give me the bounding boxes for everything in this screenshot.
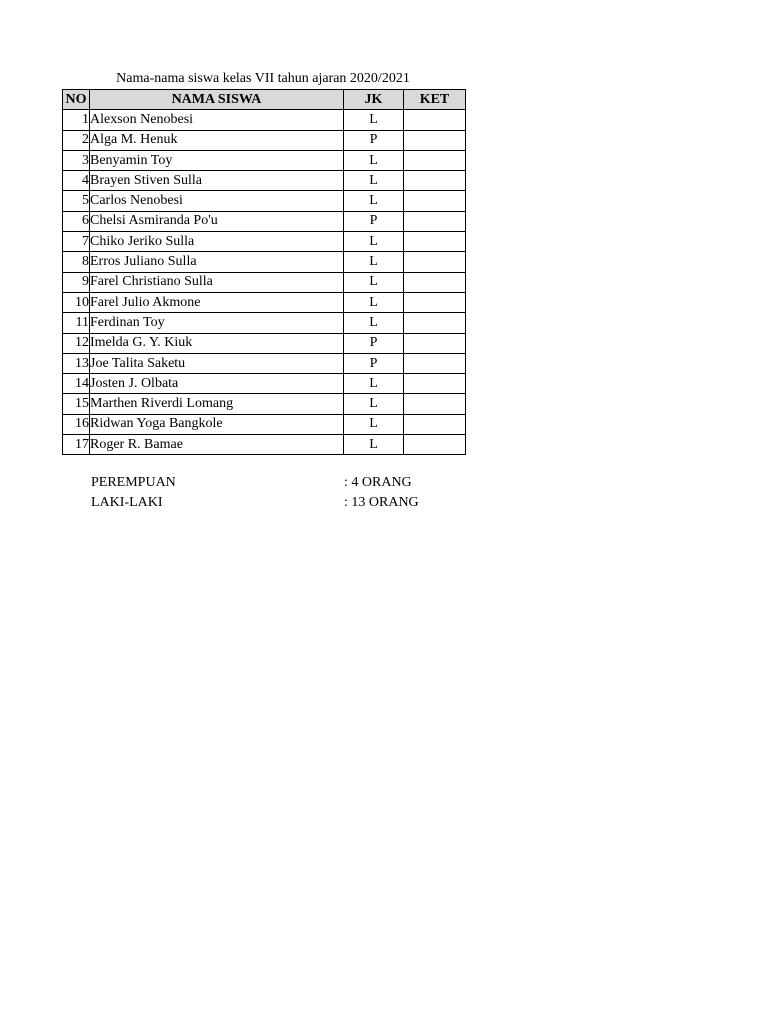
table-row — [63, 232, 466, 252]
cell-name: Imelda G. Y. Kiuk — [90, 333, 344, 353]
cell-ket — [404, 272, 466, 292]
cell-ket — [404, 394, 466, 414]
cell-ket — [404, 150, 466, 170]
cell-name: Marthen Riverdi Lomang — [90, 394, 344, 414]
cell-jk: L — [344, 110, 404, 130]
cell-name: Ridwan Yoga Bangkole — [90, 414, 344, 434]
cell-no: 10 — [63, 292, 90, 312]
cell-no: 2 — [63, 130, 90, 150]
summary-male-label: LAKI-LAKI — [91, 495, 163, 510]
cell-jk: P — [344, 211, 404, 231]
cell-no: 6 — [63, 211, 90, 231]
header-no: NO — [63, 90, 90, 110]
cell-no: 4 — [63, 171, 90, 191]
cell-ket — [404, 171, 466, 191]
cell-name: Carlos Nenobesi — [90, 191, 344, 211]
cell-ket — [404, 333, 466, 353]
cell-ket — [404, 232, 466, 252]
cell-no: 15 — [63, 394, 90, 414]
cell-jk: L — [344, 292, 404, 312]
summary-male — [91, 494, 419, 512]
cell-name: Chiko Jeriko Sulla — [90, 232, 344, 252]
student-table — [62, 89, 466, 455]
cell-jk: L — [344, 374, 404, 394]
table-row — [63, 292, 466, 312]
cell-jk: P — [344, 353, 404, 373]
cell-jk: L — [344, 252, 404, 272]
cell-no: 16 — [63, 414, 90, 434]
cell-name: Farel Julio Akmone — [90, 292, 344, 312]
header-ket: KET — [404, 90, 466, 110]
table-body — [63, 110, 466, 455]
table-row — [63, 272, 466, 292]
cell-name: Alexson Nenobesi — [90, 110, 344, 130]
cell-ket — [404, 211, 466, 231]
cell-no: 8 — [63, 252, 90, 272]
cell-no: 3 — [63, 150, 90, 170]
table-row — [63, 313, 466, 333]
cell-jk: L — [344, 171, 404, 191]
cell-name: Erros Juliano Sulla — [90, 252, 344, 272]
summary-female — [91, 474, 412, 492]
cell-no: 1 — [63, 110, 90, 130]
cell-ket — [404, 435, 466, 455]
cell-jk: L — [344, 272, 404, 292]
summary-female-value: : 4 ORANG — [344, 475, 412, 490]
cell-name: Chelsi Asmiranda Po'u — [90, 211, 344, 231]
cell-name: Brayen Stiven Sulla — [90, 171, 344, 191]
summary-male-value: : 13 ORANG — [344, 495, 419, 510]
cell-jk: L — [344, 414, 404, 434]
cell-jk: L — [344, 191, 404, 211]
cell-jk: L — [344, 313, 404, 333]
cell-jk: L — [344, 394, 404, 414]
cell-ket — [404, 292, 466, 312]
table-row — [63, 435, 466, 455]
cell-ket — [404, 191, 466, 211]
cell-jk: L — [344, 150, 404, 170]
cell-no: 5 — [63, 191, 90, 211]
table-row — [63, 374, 466, 394]
cell-name: Benyamin Toy — [90, 150, 344, 170]
cell-ket — [404, 110, 466, 130]
cell-name: Roger R. Bamae — [90, 435, 344, 455]
summary-female-label: PEREMPUAN — [91, 475, 176, 490]
table-row — [63, 191, 466, 211]
cell-ket — [404, 353, 466, 373]
cell-no: 9 — [63, 272, 90, 292]
cell-no: 7 — [63, 232, 90, 252]
cell-no: 11 — [63, 313, 90, 333]
cell-name: Farel Christiano Sulla — [90, 272, 344, 292]
table-row — [63, 353, 466, 373]
cell-name: Josten J. Olbata — [90, 374, 344, 394]
table-row — [63, 130, 466, 150]
cell-jk: L — [344, 435, 404, 455]
table-row — [63, 110, 466, 130]
page-title: Nama-nama siswa kelas VII tahun ajaran 2020/2021 — [116, 71, 410, 86]
table-row — [63, 171, 466, 191]
cell-jk: P — [344, 130, 404, 150]
cell-name: Joe Talita Saketu — [90, 353, 344, 373]
cell-name: Alga M. Henuk — [90, 130, 344, 150]
cell-ket — [404, 252, 466, 272]
header-name: NAMA SISWA — [90, 90, 344, 110]
cell-jk: L — [344, 232, 404, 252]
cell-jk: P — [344, 333, 404, 353]
table-row — [63, 211, 466, 231]
table-row — [63, 414, 466, 434]
cell-name: Ferdinan Toy — [90, 313, 344, 333]
table-header-row — [63, 90, 466, 110]
cell-ket — [404, 130, 466, 150]
table-row — [63, 394, 466, 414]
cell-ket — [404, 374, 466, 394]
cell-ket — [404, 313, 466, 333]
cell-no: 14 — [63, 374, 90, 394]
table-row — [63, 150, 466, 170]
table-row — [63, 252, 466, 272]
cell-no: 12 — [63, 333, 90, 353]
table-row — [63, 333, 466, 353]
cell-no: 13 — [63, 353, 90, 373]
header-jk: JK — [344, 90, 404, 110]
cell-ket — [404, 414, 466, 434]
cell-no: 17 — [63, 435, 90, 455]
